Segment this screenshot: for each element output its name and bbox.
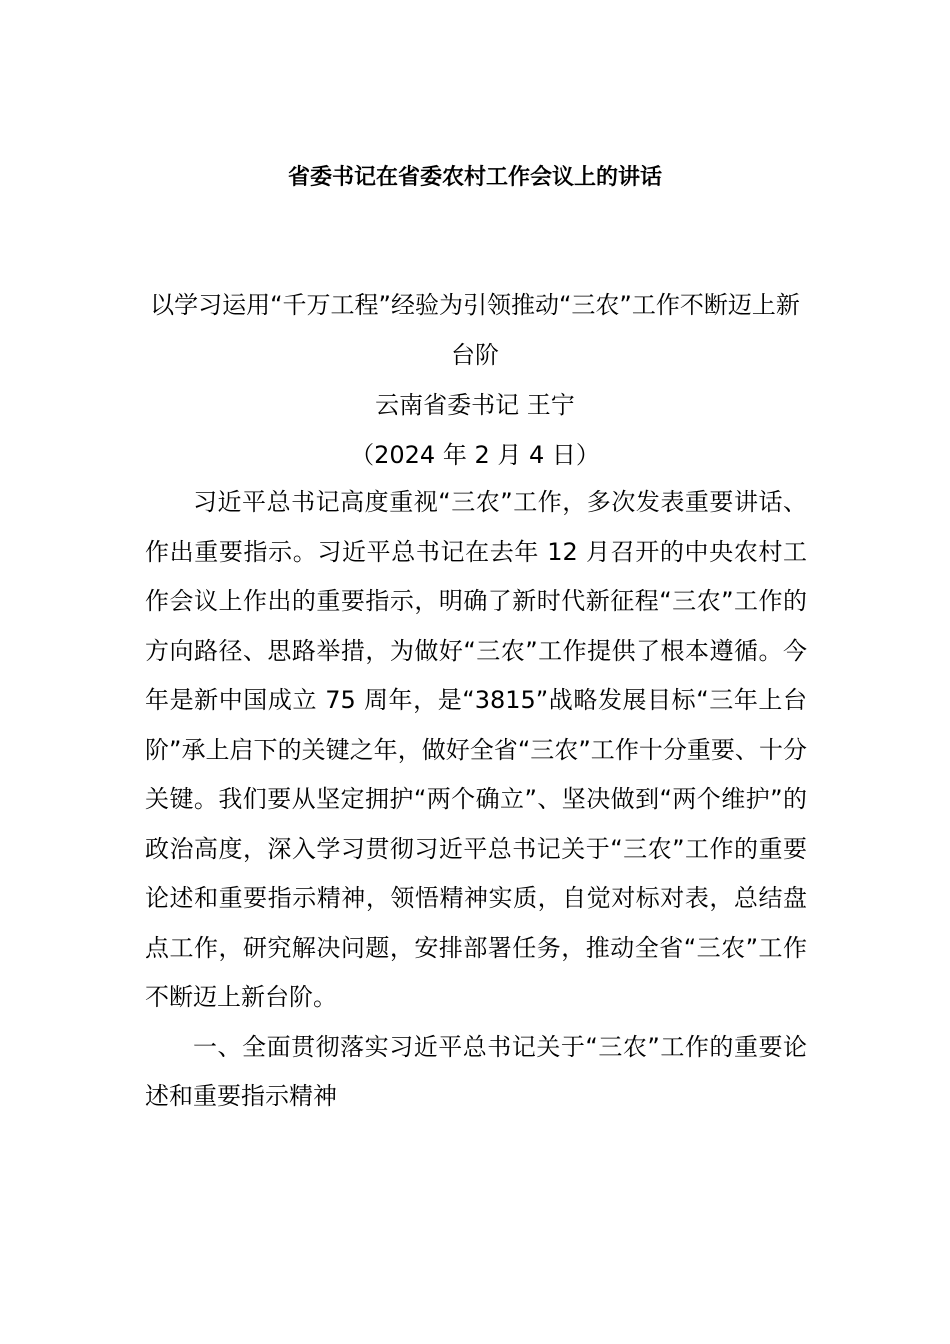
body-paragraph-intro: 习近平总书记高度重视“三农”工作，多次发表重要讲话、作出重要指示。习近平总书记在去年 12 月召开的中央农村工作会议上作出的重要指示，明确了新时代新征程“三农”工作的方向路径、思路举措，为做好“三农”工作提供了根本遵循。今年是新中国成立 75 周年，是“3815”战略发展目标“三年上台阶”承上启下的关键之年，做好全省“三农”工作十分重要、十分关键。我们要从坚定拥护“两个确立”、坚决做到“两个维护”的政治高度，深入学习贯彻习近平总书记关于“三农”工作的重要论述和重要指示精神，领悟精神实质，自觉对标对表，总结盘点工作，研究解决问题，安排部署任务，推动全省“三农”工作不断迈上新台阶。 <box>145 488 807 1011</box>
document-body <box>145 478 807 1122</box>
document-title: 省委书记在省委农村工作会议上的讲话 <box>287 165 662 190</box>
document-date: （2024 年 2 月 4 日） <box>350 441 600 469</box>
section-heading-1: 一、全面贯彻落实习近平总书记关于“三农”工作的重要论述和重要指示精神 <box>145 1032 807 1110</box>
document-subtitle: 以学习运用“千万工程”经验为引领推动“三农”工作不断迈上新台阶 <box>150 291 800 369</box>
document-author: 云南省委书记 王宁 <box>375 391 575 419</box>
